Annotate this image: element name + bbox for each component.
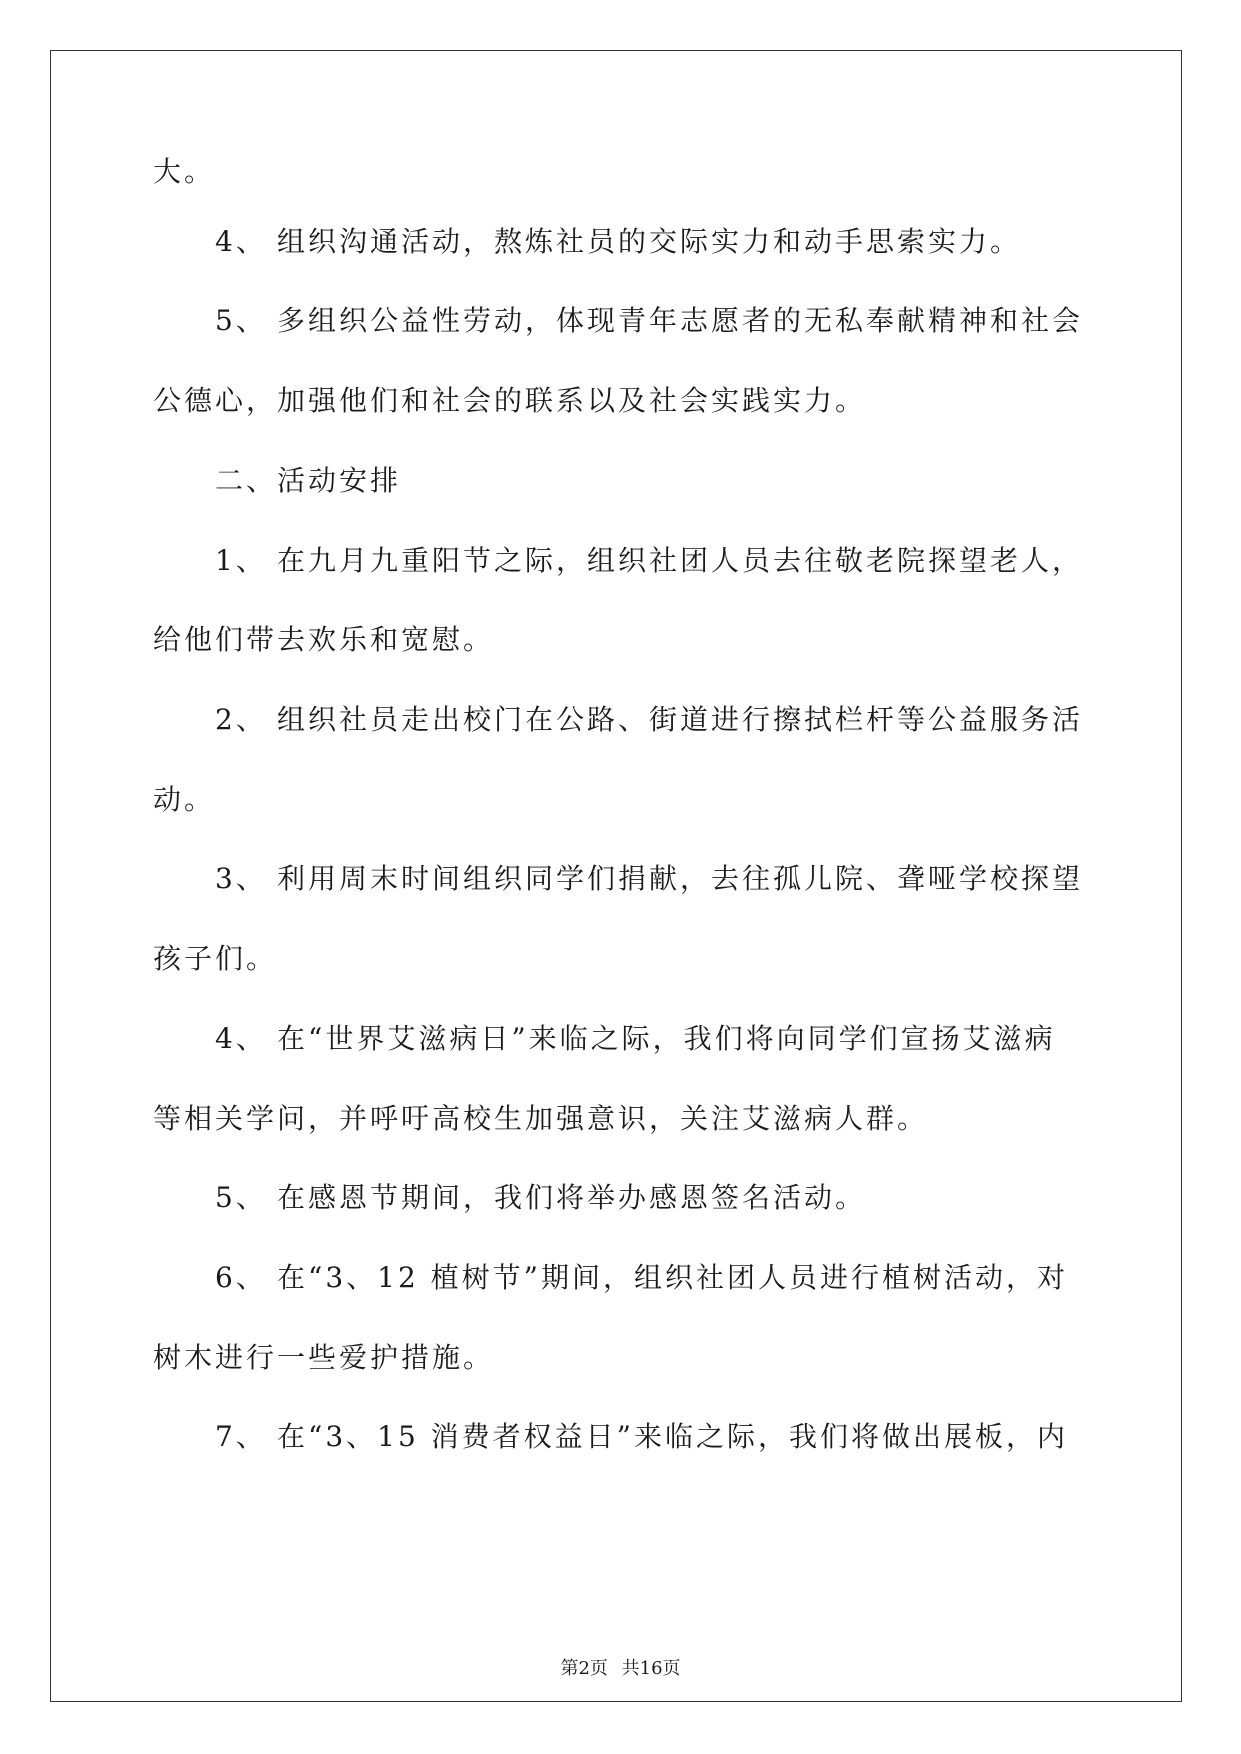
item-number: 5、 — [215, 304, 267, 337]
item-text: 在九月九重阳节之际，组织社团人员去往敬老院探望老人， — [277, 544, 1084, 577]
list-item — [215, 1180, 866, 1216]
item-number: 7、 — [215, 1420, 267, 1453]
list-item — [215, 303, 1083, 339]
page-footer — [0, 1657, 1241, 1681]
item-number: 4、 — [215, 1022, 267, 1055]
text-line: 树木进行一些爱护措施。 — [153, 1341, 495, 1374]
item-number: 4、 — [215, 225, 267, 258]
section-heading — [215, 463, 401, 499]
item-text: 利用周末时间组织同学们捐献，去往孤儿院、聋哑学校探望 — [277, 862, 1084, 895]
text-line: 大。 — [153, 155, 216, 188]
item-number: 3、 — [215, 862, 267, 895]
item-text: 组织沟通活动，熬炼社员的交际实力和动手思索实力。 — [277, 225, 1022, 258]
text-line: 公德心，加强他们和社会的联系以及社会实践实力。 — [153, 384, 867, 417]
list-item — [215, 1419, 1068, 1455]
page-total: 共16页 — [621, 1658, 681, 1679]
text-line: 等相关学问，并呼吁高校生加强意识，关注艾滋病人群。 — [153, 1102, 929, 1135]
page-number: 第2页 — [560, 1658, 608, 1679]
list-item — [215, 1021, 1056, 1057]
heading-text: 活动安排 — [277, 464, 402, 497]
item-text: 在“3、12 植树节”期间，组织社团人员进行植树活动，对 — [277, 1261, 1068, 1294]
list-item — [215, 543, 1083, 579]
item-text: 多组织公益性劳动，体现青年志愿者的无私奉献精神和社会 — [277, 304, 1084, 337]
list-item — [215, 702, 1083, 738]
text-line: 动。 — [153, 783, 216, 816]
list-item — [215, 224, 1021, 260]
text-line: 孩子们。 — [153, 942, 278, 975]
item-number: 2、 — [215, 703, 267, 736]
text-line: 给他们带去欢乐和宽慰。 — [153, 623, 495, 656]
item-number: 1、 — [215, 544, 267, 577]
item-number: 5、 — [215, 1181, 267, 1214]
heading-number: 二、 — [215, 464, 278, 497]
item-text: 在“世界艾滋病日”来临之际，我们将向同学们宣扬艾滋病 — [277, 1022, 1056, 1055]
list-item — [215, 861, 1083, 897]
list-item — [215, 1260, 1068, 1296]
item-text: 在“3、15 消费者权益日”来临之际，我们将做出展板，内 — [277, 1420, 1068, 1453]
item-text: 在感恩节期间，我们将举办感恩签名活动。 — [277, 1181, 867, 1214]
item-number: 6、 — [215, 1261, 267, 1294]
item-text: 组织社员走出校门在公路、街道进行擦拭栏杆等公益服务活 — [277, 703, 1084, 736]
